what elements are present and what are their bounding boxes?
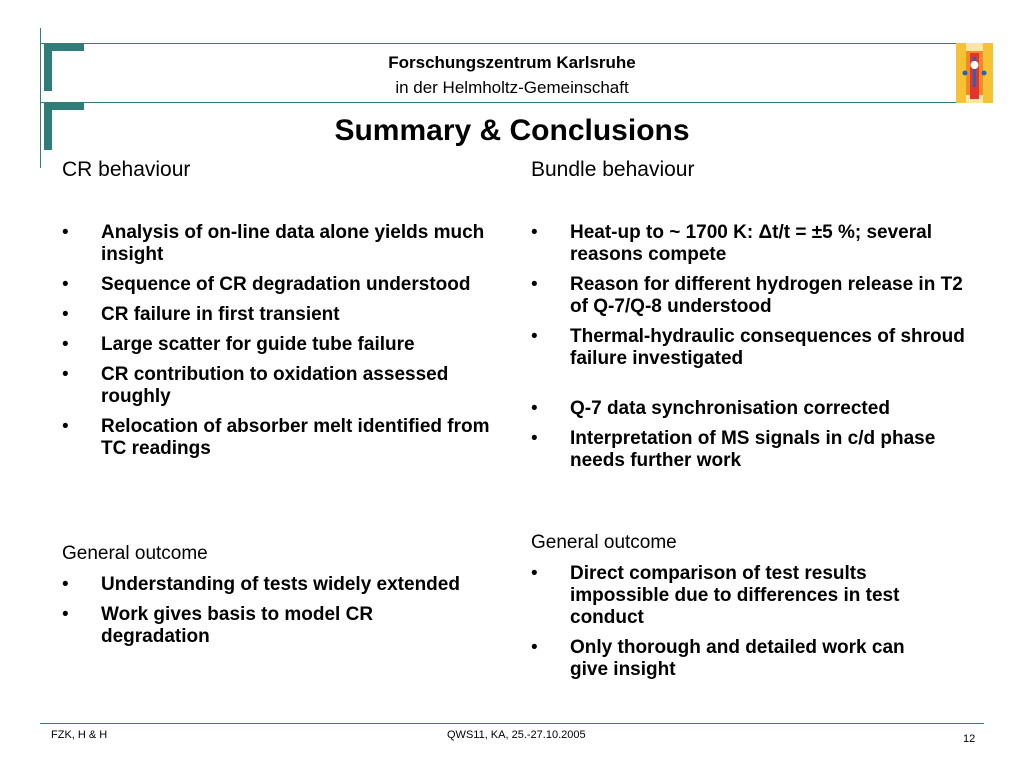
page-number: 12 xyxy=(963,733,976,745)
left-general-outcome-heading: General outcome xyxy=(62,543,208,564)
left-outcome-list xyxy=(62,574,462,656)
organization-subtitle: in der Helmholtz-Gemeinschaft xyxy=(395,78,629,97)
bundle-behaviour-list-2 xyxy=(531,398,971,480)
list-item: • Understanding of tests widely extended xyxy=(62,574,462,596)
list-item: • Only thorough and detailed work can give insight xyxy=(531,637,941,681)
header-top-rule xyxy=(40,43,956,44)
list-item: • Work gives basis to model CR degradation xyxy=(62,604,462,648)
list-item: • Thermal-hydraulic consequences of shroud failure investigated xyxy=(531,326,971,370)
cr-behaviour-list xyxy=(62,222,492,468)
list-item: • Analysis of on-line data alone yields much insight xyxy=(62,222,492,266)
list-item: • Relocation of absorber melt identified from TC readings xyxy=(62,416,492,460)
list-item: • CR contribution to oxidation assessed roughly xyxy=(62,364,492,408)
slide-title: Summary & Conclusions xyxy=(334,114,690,147)
footer-author: FZK, H & H xyxy=(51,729,108,741)
list-item: • Q-7 data synchronisation corrected xyxy=(531,398,971,420)
right-general-outcome-heading: General outcome xyxy=(531,532,677,553)
list-item: • CR failure in first transient xyxy=(62,304,492,326)
list-item: • Sequence of CR degradation understood xyxy=(62,274,492,296)
list-item: • Interpretation of MS signals in c/d phase needs further work xyxy=(531,428,971,472)
organization-name: Forschungszentrum Karlsruhe xyxy=(388,53,636,72)
footer-rule xyxy=(40,723,984,724)
footer-event: QWS11, KA, 25.-27.10.2005 xyxy=(447,729,586,741)
list-item: • Heat-up to ~ 1700 K: Δt/t = ±5 %; several reasons compete xyxy=(531,222,971,266)
cr-behaviour-heading: CR behaviour xyxy=(62,158,191,181)
list-item: • Reason for different hydrogen release in T2 of Q-7/Q-8 understood xyxy=(531,274,971,318)
bundle-behaviour-heading: Bundle behaviour xyxy=(531,158,695,181)
bundle-behaviour-list xyxy=(531,222,971,378)
list-item: • Direct comparison of test results impossible due to differences in test conduct xyxy=(531,563,941,629)
list-item: • Large scatter for guide tube failure xyxy=(62,334,492,356)
right-outcome-list xyxy=(531,563,941,689)
header-bottom-rule xyxy=(40,102,956,103)
